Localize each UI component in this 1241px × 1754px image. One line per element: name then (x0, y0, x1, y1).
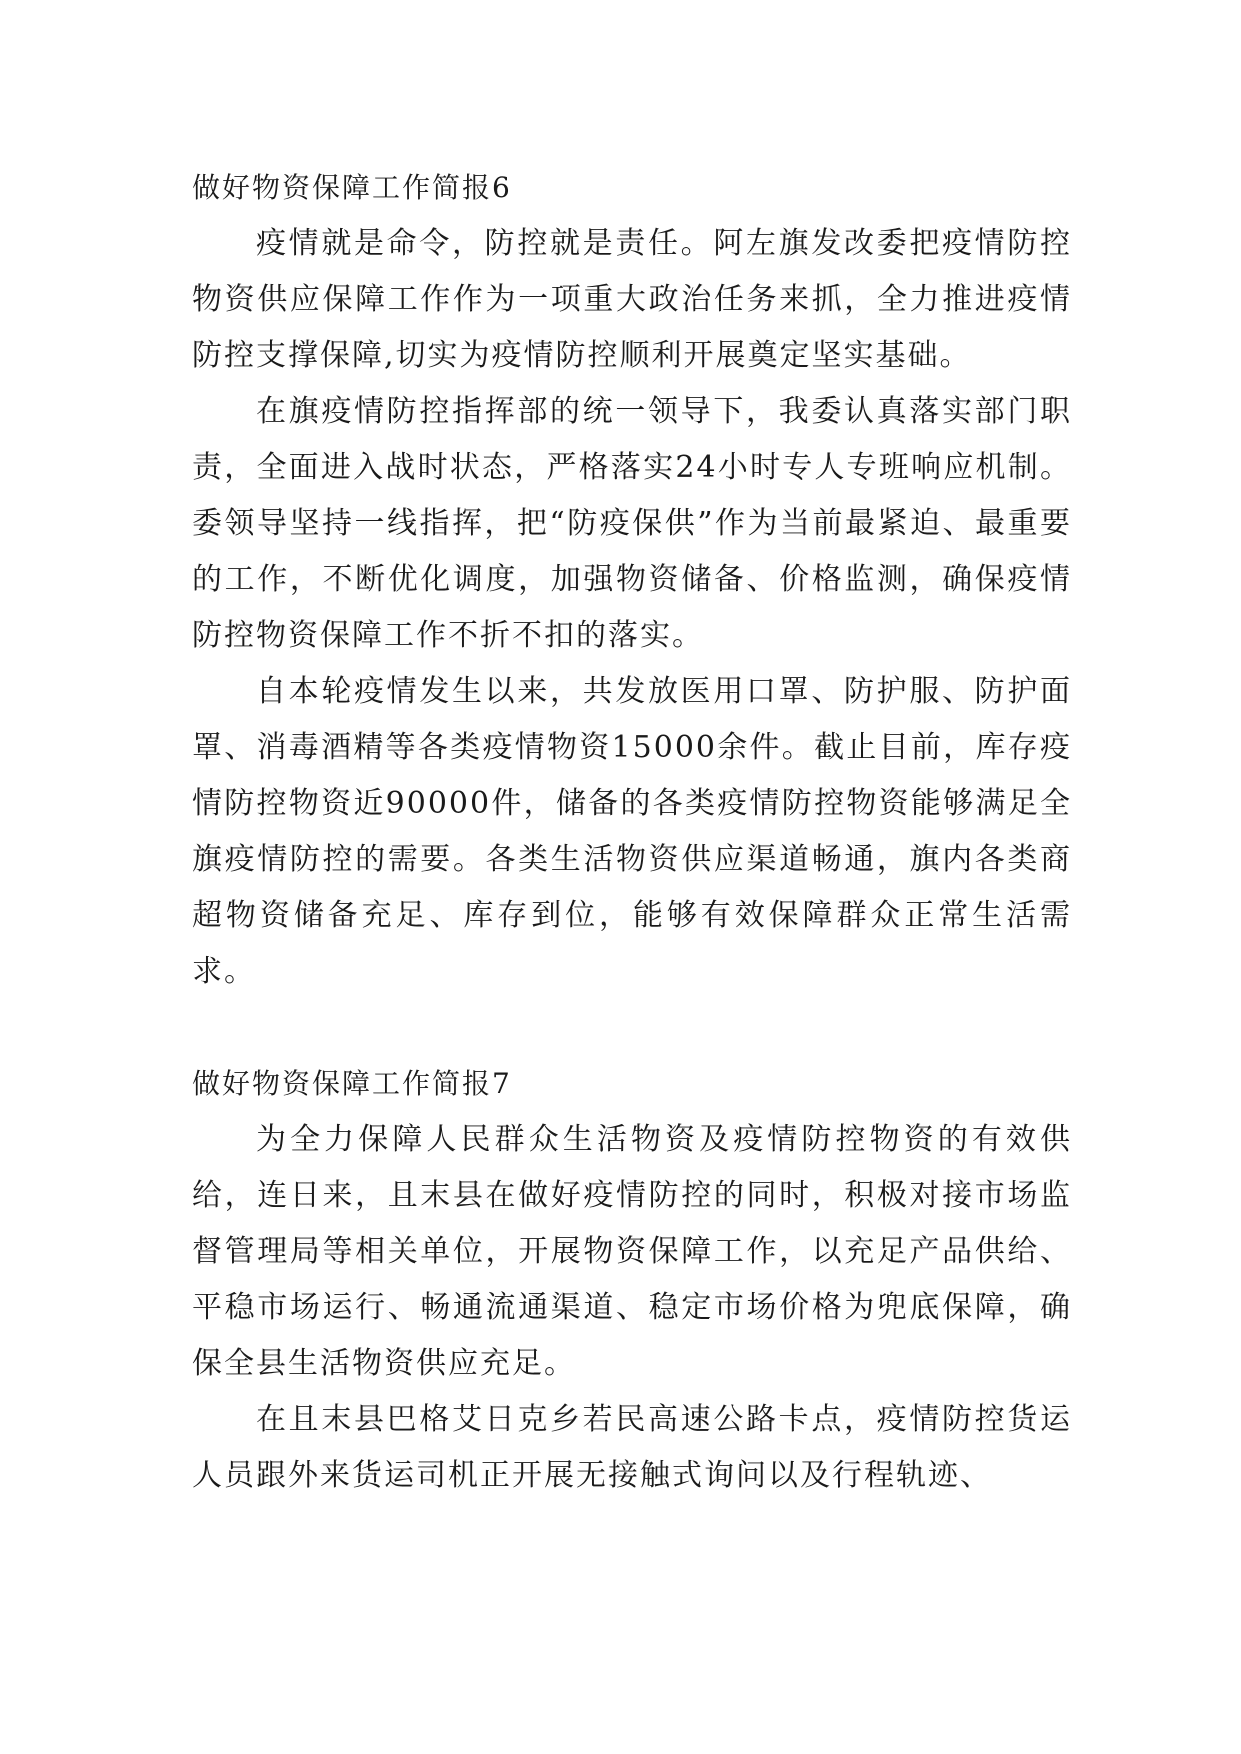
paragraph: 在且末县巴格艾日克乡若民高速公路卡点，疫情防控货运人员跟外来货运司机正开展无接触式询问以及行程轨迹、 (192, 1402, 1072, 1493)
paragraph: 疫情就是命令，防控就是责任。阿左旗发改委把疫情防控物资供应保障工作作为一项重大政治任务来抓，全力推进疫情防控支撑保障,切实为疫情防控顺利开展奠定坚实基础。 (192, 226, 1072, 373)
section-heading: 做好物资保障工作简报6 (192, 171, 512, 204)
paragraph: 在旗疫情防控指挥部的统一领导下，我委认真落实部门职责，全面进入战时状态，严格落实24小时专人专班响应机制。委领导坚持一线指挥，把“防疫保供”作为当前最紧迫、最重要的工作，不断优化调度，加强物资储备、价格监测，确保疫情防控物资保障工作不折不扣的落实。 (192, 394, 1072, 653)
briefing-section-6 (192, 160, 1072, 1000)
briefing-section-7 (192, 1056, 1072, 1504)
paragraph: 为全力保障人民群众生活物资及疫情防控物资的有效供给，连日来，且末县在做好疫情防控的同时，积极对接市场监督管理局等相关单位，开展物资保障工作，以充足产品供给、平稳市场运行、畅通流通渠道、稳定市场价格为兜底保障，确保全县生活物资供应充足。 (192, 1122, 1072, 1381)
document-body (192, 160, 1072, 1504)
paragraph: 自本轮疫情发生以来，共发放医用口罩、防护服、防护面罩、消毒酒精等各类疫情物资15000余件。截止目前，库存疫情防控物资近90000件，储备的各类疫情防控物资能够满足全旗疫情防控的需要。各类生活物资供应渠道畅通，旗内各类商超物资储备充足、库存到位，能够有效保障群众正常生活需求。 (192, 674, 1072, 989)
section-heading: 做好物资保障工作简报7 (192, 1067, 512, 1100)
